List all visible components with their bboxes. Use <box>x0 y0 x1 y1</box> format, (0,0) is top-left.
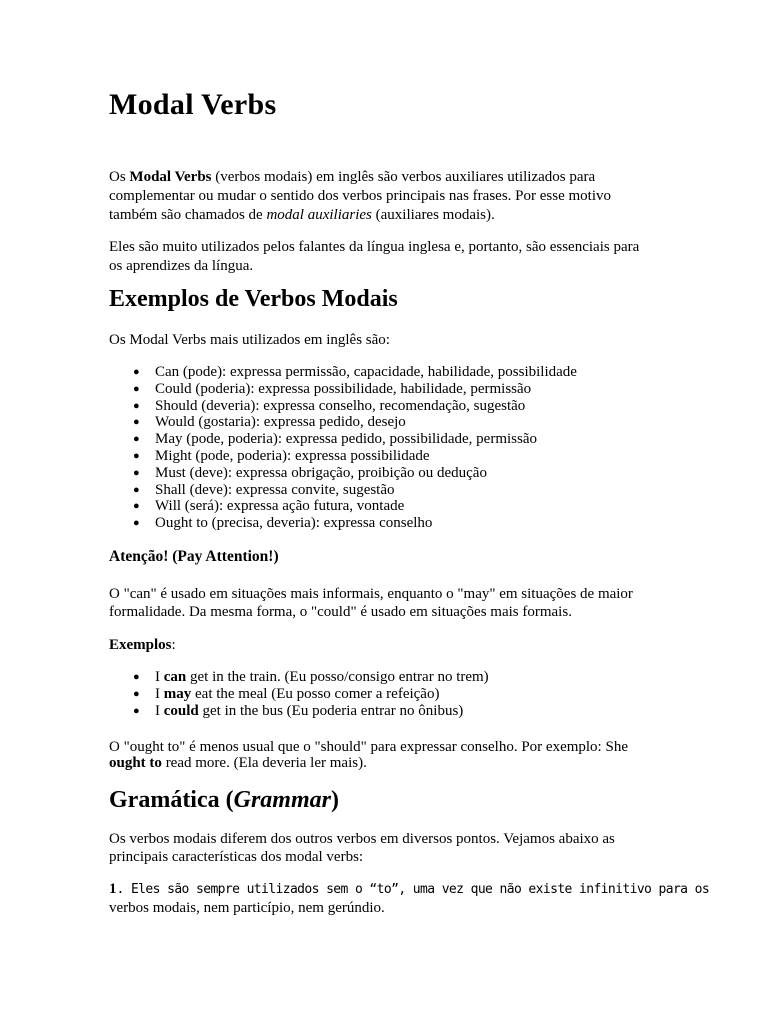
text: Gramática ( <box>109 787 234 813</box>
grammar-rule-1-line-1 <box>109 879 709 900</box>
intro-paragraph-line-2: complementar ou mudar o sentido dos verbos principais nas frases. Por esse motivo <box>109 188 611 204</box>
list-item <box>155 703 463 720</box>
intro-paragraph-line-3 <box>109 205 495 225</box>
list-item <box>155 669 489 686</box>
text: (verbos modais) em inglês são verbos auxiliares utilizados para <box>211 169 596 185</box>
list-item: Will (será): expressa ação futura, vontade <box>155 498 405 515</box>
list-item: Could (poderia): expressa possibilidade, habilidade, permissão <box>155 380 532 397</box>
text: I <box>155 686 164 702</box>
section-heading-examples: Exemplos de Verbos Modais <box>109 286 398 312</box>
text: I <box>155 669 164 685</box>
bullet-icon: ● <box>133 382 140 395</box>
grammar-rule-1-line-2: verbos modais, nem particípio, nem gerúndio. <box>109 900 385 916</box>
text: ) <box>330 787 339 813</box>
text: também são chamados de <box>109 207 267 223</box>
bullet-icon: ● <box>133 366 140 378</box>
intro-paragraph-line-1 <box>109 167 595 187</box>
bullet-icon: ● <box>133 433 140 446</box>
list-item: Shall (deve): expressa convite, sugestão <box>155 481 395 498</box>
bullet-icon: ● <box>133 483 140 496</box>
bold-term: may <box>163 686 192 702</box>
ought-paragraph-line-2 <box>109 753 367 773</box>
list-item <box>155 686 439 703</box>
intro-paragraph-2-line-1: Eles são muito utilizados pelos falantes da língua inglesa e, portanto, são essenciais para <box>109 239 640 255</box>
list-item: Might (pode, poderia): expressa possibilidade <box>155 448 430 464</box>
bold-term: could <box>163 703 199 719</box>
examples-intro: Os Modal Verbs mais utilizados em inglês são: <box>109 332 390 348</box>
text: eat the meal (Eu posso comer a refeição) <box>191 686 440 702</box>
list-item: Must (deve): expressa obrigação, proibição ou dedução <box>155 464 487 481</box>
bold-term: Modal Verbs <box>129 169 212 185</box>
intro-paragraph-2-line-2: os aprendizes da língua. <box>109 258 254 274</box>
text: I <box>155 703 164 719</box>
list-item: Can (pode): expressa permissão, capacidade, habilidade, possibilidade <box>155 364 577 380</box>
bullet-icon: ● <box>133 416 140 429</box>
text: (auxiliares modais). <box>371 207 495 223</box>
attention-paragraph-line-2: formalidade. Da mesma forma, o "could" é usado em situações mais formais. <box>109 604 572 620</box>
bold-label: Exemplos <box>109 637 172 653</box>
page-title: Modal Verbs <box>109 88 277 121</box>
section-heading-grammar <box>109 787 339 814</box>
bullet-icon: ● <box>133 450 140 462</box>
bullet-icon: ● <box>133 688 140 700</box>
grammar-paragraph-line-2: principais características dos modal verbs: <box>109 849 364 865</box>
grammar-paragraph-line-1: Os verbos modais diferem dos outros verbos em diversos pontos. Vejamos abaixo as <box>109 831 615 847</box>
list-item: May (pode, poderia): expressa pedido, possibilidade, permissão <box>155 431 537 448</box>
text: get in the train. (Eu posso/consigo entrar no trem) <box>186 669 489 685</box>
attention-paragraph-line-1: O "can" é usado em situações mais informais, enquanto o "may" em situações de maior <box>109 586 633 602</box>
rule-number: 1 <box>109 881 117 897</box>
bullet-icon: ● <box>133 399 140 412</box>
italic-term: Grammar <box>233 787 331 813</box>
list-item: Ought to (precisa, deveria): expressa conselho <box>155 515 433 532</box>
text: : <box>171 637 176 653</box>
text: Os <box>109 169 130 185</box>
text: read more. (Ela deveria ler mais). <box>161 755 367 771</box>
examples-label <box>109 635 176 655</box>
bullet-icon: ● <box>133 466 140 479</box>
ought-paragraph-line-1: O "ought to" é menos usual que o "should" para expressar conselho. Por exemplo: She <box>109 739 628 755</box>
bullet-icon: ● <box>133 500 140 513</box>
bold-term: ought to <box>109 755 162 771</box>
text: . Eles são sempre utilizados sem o “to”, uma vez que não existe infinitivo para os <box>116 882 710 897</box>
subheading-attention: Atenção! (Pay Attention!) <box>109 548 279 565</box>
bullet-icon: ● <box>133 705 140 717</box>
text: get in the bus (Eu poderia entrar no ônibus) <box>198 703 464 719</box>
bullet-icon: ● <box>133 671 140 683</box>
list-item: Would (gostaria): expressa pedido, desejo <box>155 414 406 431</box>
bold-term: can <box>163 669 187 685</box>
italic-term: modal auxiliaries <box>266 207 372 223</box>
bullet-icon: ● <box>133 517 140 530</box>
list-item: Should (deveria): expressa conselho, recomendação, sugestão <box>155 397 526 414</box>
